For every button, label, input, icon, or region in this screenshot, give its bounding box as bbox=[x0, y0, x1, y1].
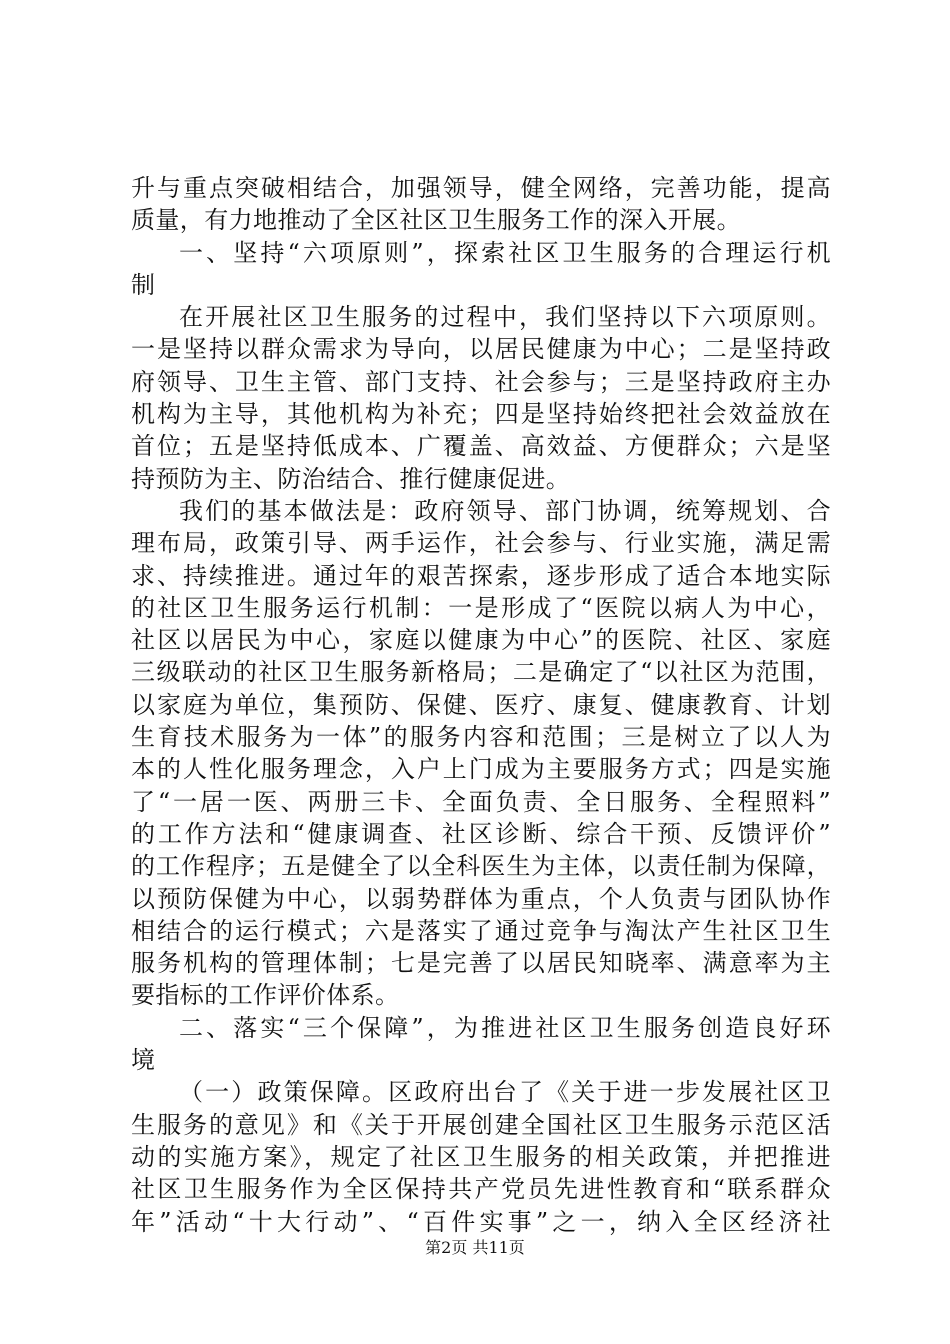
text-line: 一是坚持以群众需求为导向，以居民健康为中心；二是坚持政 bbox=[131, 335, 831, 364]
text-line: 境 bbox=[131, 1046, 156, 1075]
text-line: 服务机构的管理体制；七是完善了以居民知晓率、满意率为主 bbox=[131, 949, 831, 978]
text-line: 三级联动的社区卫生服务新格局；二是确定了“以社区为范围， bbox=[131, 658, 831, 687]
text-line: 生育技术服务为一体”的服务内容和范围；三是树立了以人为 bbox=[131, 723, 831, 752]
text-line: 制 bbox=[131, 270, 156, 299]
text-line: 升与重点突破相结合，加强领导，健全网络，完善功能，提高 bbox=[131, 174, 831, 202]
text-line: 府领导、卫生主管、部门支持、社会参与；三是坚持政府主办 bbox=[131, 367, 831, 396]
text-line: 社区以居民为中心，家庭以健康为中心”的医院、社区、家庭 bbox=[131, 626, 831, 655]
text-line: 生服务的意见》和《关于开展创建全国社区卫生服务示范区活 bbox=[131, 1110, 831, 1139]
text-line: 理布局，政策引导、两手运作，社会参与、行业实施，满足需 bbox=[131, 529, 831, 558]
text-line: 社区卫生服务作为全区保持共产党员先进性教育和“联系群众 bbox=[131, 1175, 831, 1204]
text-line: （一）政策保障。区政府出台了《关于进一步发展社区卫 bbox=[179, 1078, 831, 1107]
text-line: 质量，有力地推动了全区社区卫生服务工作的深入开展。 bbox=[131, 206, 741, 235]
text-line: 的工作方法和“健康调查、社区诊断、综合干预、反馈评价” bbox=[131, 819, 831, 848]
text-line: 的工作程序；五是健全了以全科医生为主体，以责任制为保障， bbox=[131, 852, 831, 881]
text-line: 以家庭为单位，集预防、保健、医疗、康复、健康教育、计划 bbox=[131, 690, 831, 719]
text-line: 了“一居一医、两册三卡、全面负责、全日服务、全程照料” bbox=[131, 787, 831, 816]
document-body bbox=[131, 172, 831, 1238]
text-line: 的社区卫生服务运行机制：一是形成了“医院以病人为中心， bbox=[131, 593, 831, 622]
text-line: 年”活动“十大行动”、“百件实事”之一，纳入全区经济社 bbox=[131, 1207, 831, 1236]
text-line: 我们的基本做法是：政府领导、部门协调，统筹规划、合 bbox=[179, 496, 831, 525]
text-line: 以预防保健为中心，以弱势群体为重点，个人负责与团队协作 bbox=[131, 884, 831, 913]
text-line: 要指标的工作评价体系。 bbox=[131, 981, 400, 1010]
text-line: 机构为主导，其他机构为补充；四是坚持始终把社会效益放在 bbox=[131, 400, 831, 429]
text-line: 二、落实“三个保障”，为推进社区卫生服务创造良好环 bbox=[179, 1013, 831, 1042]
text-line: 动的实施方案》，规定了社区卫生服务的相关政策，并把推进 bbox=[131, 1142, 831, 1171]
page-footer bbox=[0, 1238, 950, 1258]
text-line: 首位；五是坚持低成本、广覆盖、高效益、方便群众；六是坚 bbox=[131, 432, 831, 461]
page-number-label: 第2页 共11页 bbox=[425, 1238, 525, 1257]
text-line: 持预防为主、防治结合、推行健康促进。 bbox=[131, 464, 571, 493]
text-line: 相结合的运行模式；六是落实了通过竞争与淘汰产生社区卫生 bbox=[131, 916, 831, 945]
text-line: 在开展社区卫生服务的过程中，我们坚持以下六项原则。 bbox=[179, 303, 831, 332]
text-line: 本的人性化服务理念，入户上门成为主要服务方式；四是实施 bbox=[131, 755, 831, 784]
text-line: 求、持续推进。通过年的艰苦探索，逐步形成了适合本地实际 bbox=[131, 561, 831, 590]
text-line: 一、坚持“六项原则”，探索社区卫生服务的合理运行机 bbox=[179, 238, 831, 267]
